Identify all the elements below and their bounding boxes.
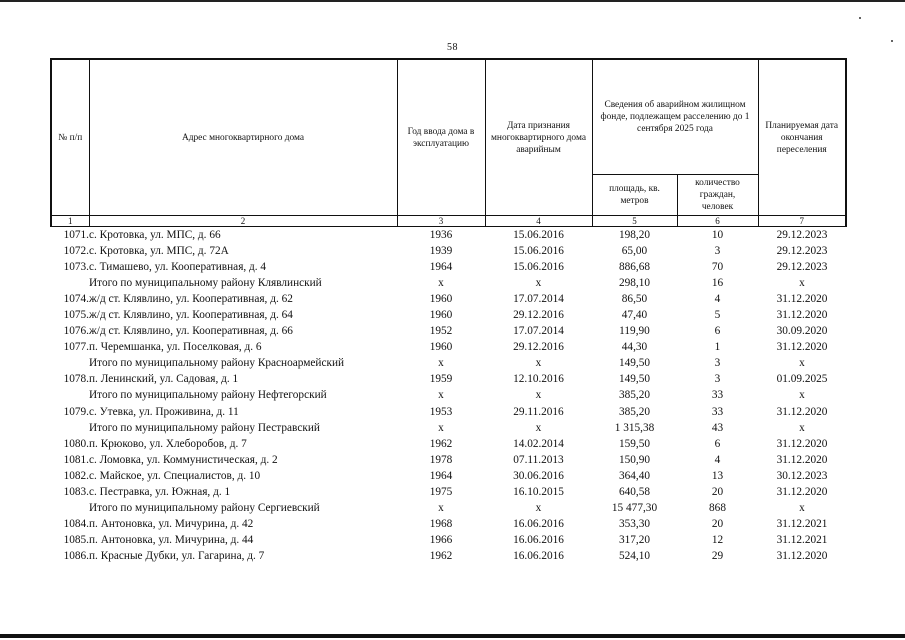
cell-area: 149,50 [618,357,651,370]
table-row [51,227,846,244]
cell-year: x [438,389,444,402]
cell-end-date: 29.12.2023 [776,244,828,257]
cell-address: п. Антоновка, ул. Мичурина, д. 42 [89,518,254,531]
cell-year: 1978 [429,453,453,466]
cell-area: 44,30 [621,341,648,354]
cell-year: 1964 [429,260,453,273]
cell-date: 29.11.2016 [513,405,564,418]
cell-address: с. Ломовка, ул. Коммунистическая, д. 2 [89,453,278,466]
cell-people: 70 [711,260,724,273]
cell-address: с. Тимашево, ул. Кооперативная, д. 4 [89,260,267,273]
cell-year: 1966 [429,534,453,547]
cell-area: 364,40 [618,469,651,482]
cell-people: 3 [714,244,721,257]
cell-subtotal-label: Итого по муниципальному району Нефтегорский [89,389,327,402]
cell-people: 6 [714,437,721,450]
table-row [51,517,846,533]
cell-area: 886,68 [618,260,651,273]
cell-address: п. Красные Дубки, ул. Гагарина, д. 7 [89,550,265,563]
cell-date: 16.06.2016 [513,550,564,563]
table-row [51,436,846,452]
cell-address: ж/д ст. Клявлино, ул. Кооперативная, д. 66 [89,325,293,338]
cell-people: 33 [711,405,724,418]
cell-address: ж/д ст. Клявлино, ул. Кооперативная, д. 62 [89,292,293,305]
cell-end-date: 31.12.2020 [776,405,828,418]
cell-people: 3 [714,357,721,370]
cell-no: 1072. [63,244,89,257]
header-group-text: Сведения об аварийном жилищном фонде, подлежащем расселению до 1 сентября 2025 года [600,100,750,134]
cell-year: 1968 [429,518,453,531]
cell-year: x [438,276,444,289]
cell-end-date: x [799,357,805,370]
cell-area: 198,20 [618,228,651,241]
page-bottom-edge [0,634,905,638]
page-top-edge [0,0,905,2]
cell-end-date: 31.12.2020 [776,309,828,322]
cell-address: с. Пестравка, ул. Южная, д. 1 [89,486,231,499]
cell-end-date: 29.12.2023 [776,260,828,273]
cell-area: 65,00 [621,244,648,257]
cell-year: 1962 [429,437,453,450]
subtotal-row [51,501,846,517]
cell-no: 1074. [63,292,89,305]
table-row [51,340,846,356]
cell-year: 1936 [429,228,453,241]
cell-area: 149,50 [618,373,651,386]
emergency-housing-table [50,58,847,565]
cell-date: x [535,276,542,289]
cell-end-date: 31.12.2021 [776,534,828,547]
cell-address: ж/д ст. Клявлино, ул. Кооперативная, д. 64 [89,309,293,322]
cell-date: 16.10.2015 [513,486,564,499]
table-row [51,324,846,340]
header-address: Адрес многоквартирного дома [89,59,397,216]
cell-year: 1964 [429,469,453,482]
cell-people: 10 [711,228,724,241]
cell-people: 6 [714,325,721,338]
cell-year: 1960 [429,309,453,322]
cell-end-date: 01.09.2025 [776,373,828,386]
subtotal-row [51,275,846,291]
table-row [51,468,846,484]
cell-area: 317,20 [618,534,651,547]
header-date-recognized: Дата признания многоквартирного дома аварийным [485,59,592,216]
cell-address: п. Черемшанка, ул. Поселковая, д. 6 [89,341,262,354]
cell-area: 150,90 [618,453,651,466]
cell-end-date: 30.09.2020 [776,325,828,338]
cell-date: 29.12.2016 [513,309,564,322]
cell-end-date: 31.12.2020 [776,453,828,466]
table-row [51,307,846,323]
cell-people: 12 [711,534,724,547]
header-col-number: 4 [485,216,592,227]
cell-address: п. Антоновка, ул. Мичурина, д. 44 [89,534,254,547]
cell-no: 1083. [63,486,89,499]
cell-no: 1082. [63,469,89,482]
table-body [51,227,846,565]
page-number: 58 [447,42,458,53]
cell-address: п. Ленинский, ул. Садовая, д. 1 [89,373,239,386]
cell-year: 1939 [429,244,453,257]
cell-year: 1975 [429,486,453,499]
cell-year: x [438,357,444,370]
table-row [51,549,846,565]
cell-no: 1081. [63,453,89,466]
cell-year: x [438,421,444,434]
cell-address: с. Майское, ул. Специалистов, д. 10 [89,469,261,482]
cell-area: 159,50 [618,437,651,450]
cell-no: 1085. [63,534,89,547]
cell-area: 15 477,30 [611,502,658,515]
cell-end-date: 30.12.2023 [776,469,828,482]
cell-year: 1952 [429,325,453,338]
cell-end-date: 31.12.2020 [776,550,828,563]
table-row [51,452,846,468]
cell-end-date: 31.12.2020 [776,292,828,305]
cell-no [51,356,89,372]
cell-area: 1 315,38 [614,421,655,434]
header-col-number: 3 [397,216,485,227]
header-col-number: 7 [758,216,846,227]
cell-subtotal-label: Итого по муниципальному району Клявлинский [89,276,322,289]
table-row [51,533,846,549]
cell-end-date: 31.12.2021 [776,518,828,531]
cell-date: 15.06.2016 [513,244,564,257]
cell-year: 1960 [429,341,453,354]
cell-year: 1960 [429,292,453,305]
cell-people: 1 [714,341,721,354]
cell-date: 16.06.2016 [513,518,564,531]
header-col-number: 1 [51,216,89,227]
cell-people: 29 [711,550,724,563]
cell-area: 385,20 [618,405,651,418]
cell-subtotal-label: Итого по муниципальному району Сергиевский [89,502,320,515]
cell-date: x [535,502,542,515]
cell-date: 17.07.2014 [513,292,564,305]
cell-end-date: 31.12.2020 [776,341,828,354]
cell-date: 29.12.2016 [513,341,564,354]
header-col-number: 6 [677,216,758,227]
table-row [51,259,846,275]
cell-area: 524,10 [618,550,651,563]
cell-date: 07.11.2013 [513,453,564,466]
cell-address: с. Кротовка, ул. МПС, д. 66 [89,228,221,241]
cell-no [51,275,89,291]
table-row [51,372,846,388]
header-area-text: площадь, кв. метров [609,184,660,206]
table-row [51,243,846,259]
cell-address: с. Кротовка, ул. МПС, д. 72А [89,244,229,257]
cell-address: п. Крюково, ул. Хлеборобов, д. 7 [89,437,247,450]
cell-area: 298,10 [618,276,651,289]
header-col-number: 5 [592,216,677,227]
cell-year: 1959 [429,373,453,386]
cell-subtotal-label: Итого по муниципальному району Красноармейский [89,357,345,370]
table-row [51,404,846,420]
cell-no: 1073. [63,260,89,273]
cell-date: 15.06.2016 [513,260,564,273]
subtotal-row [51,356,846,372]
cell-date: 14.02.2014 [513,437,564,450]
cell-no: 1077. [63,341,89,354]
cell-end-date: x [799,389,805,402]
header-residents-text: количество граждан, человек [695,178,740,212]
cell-end-date: 31.12.2020 [776,486,828,499]
cell-year: x [438,502,444,515]
cell-no: 1071. [63,228,89,241]
cell-area: 353,30 [618,518,651,531]
cell-year: 1953 [429,405,453,418]
header-residents [677,175,758,216]
cell-no [51,388,89,404]
cell-area: 640,58 [618,486,651,499]
cell-date: 30.06.2016 [513,469,564,482]
cell-end-date: 31.12.2020 [776,437,828,450]
subtotal-row [51,420,846,436]
cell-date: 12.10.2016 [513,373,564,386]
header-group [592,59,758,175]
cell-people: 4 [714,292,721,305]
cell-no: 1078. [63,373,89,386]
cell-year: 1962 [429,550,453,563]
table-header [51,59,846,227]
cell-people: 16 [711,276,724,289]
table-row [51,485,846,501]
cell-people: 5 [714,309,721,322]
subtotal-row [51,388,846,404]
cell-date: 15.06.2016 [513,228,564,241]
cell-address: с. Утевка, ул. Проживина, д. 11 [89,405,239,418]
cell-no: 1086. [63,550,89,563]
header-area [592,175,677,216]
header-col-number: 2 [89,216,397,227]
cell-people: 33 [711,389,724,402]
cell-end-date: x [799,276,805,289]
header-planned-end: Планируемая дата окончания переселения [758,59,846,216]
cell-no: 1075. [63,309,89,322]
scan-speck [859,17,861,19]
cell-area: 119,90 [619,325,650,338]
cell-people: 20 [711,518,724,531]
cell-no: 1076. [63,325,89,338]
cell-no [51,501,89,517]
cell-people: 868 [709,502,726,515]
cell-people: 4 [714,453,721,466]
header-year: Год ввода дома в эксплуатацию [397,59,485,216]
table-row [51,291,846,307]
cell-people: 3 [714,373,721,386]
cell-date: x [535,389,542,402]
cell-subtotal-label: Итого по муниципальному району Пестравский [89,421,320,434]
cell-people: 20 [711,486,724,499]
cell-no [51,420,89,436]
cell-no: 1079. [63,405,89,418]
cell-end-date: x [799,421,805,434]
cell-end-date: 29.12.2023 [776,228,828,241]
housing-table-container [50,58,847,565]
cell-people: 13 [711,469,724,482]
cell-date: 16.06.2016 [513,534,564,547]
header-no: № п/п [51,59,89,216]
cell-date: 17.07.2014 [513,325,564,338]
cell-area: 86,50 [621,292,648,305]
cell-date: x [535,357,542,370]
cell-area: 47,40 [621,309,648,322]
cell-no: 1080. [63,437,89,450]
cell-area: 385,20 [618,389,651,402]
cell-no: 1084. [63,518,89,531]
cell-people: 43 [711,421,724,434]
cell-end-date: x [799,502,805,515]
cell-date: x [535,421,542,434]
